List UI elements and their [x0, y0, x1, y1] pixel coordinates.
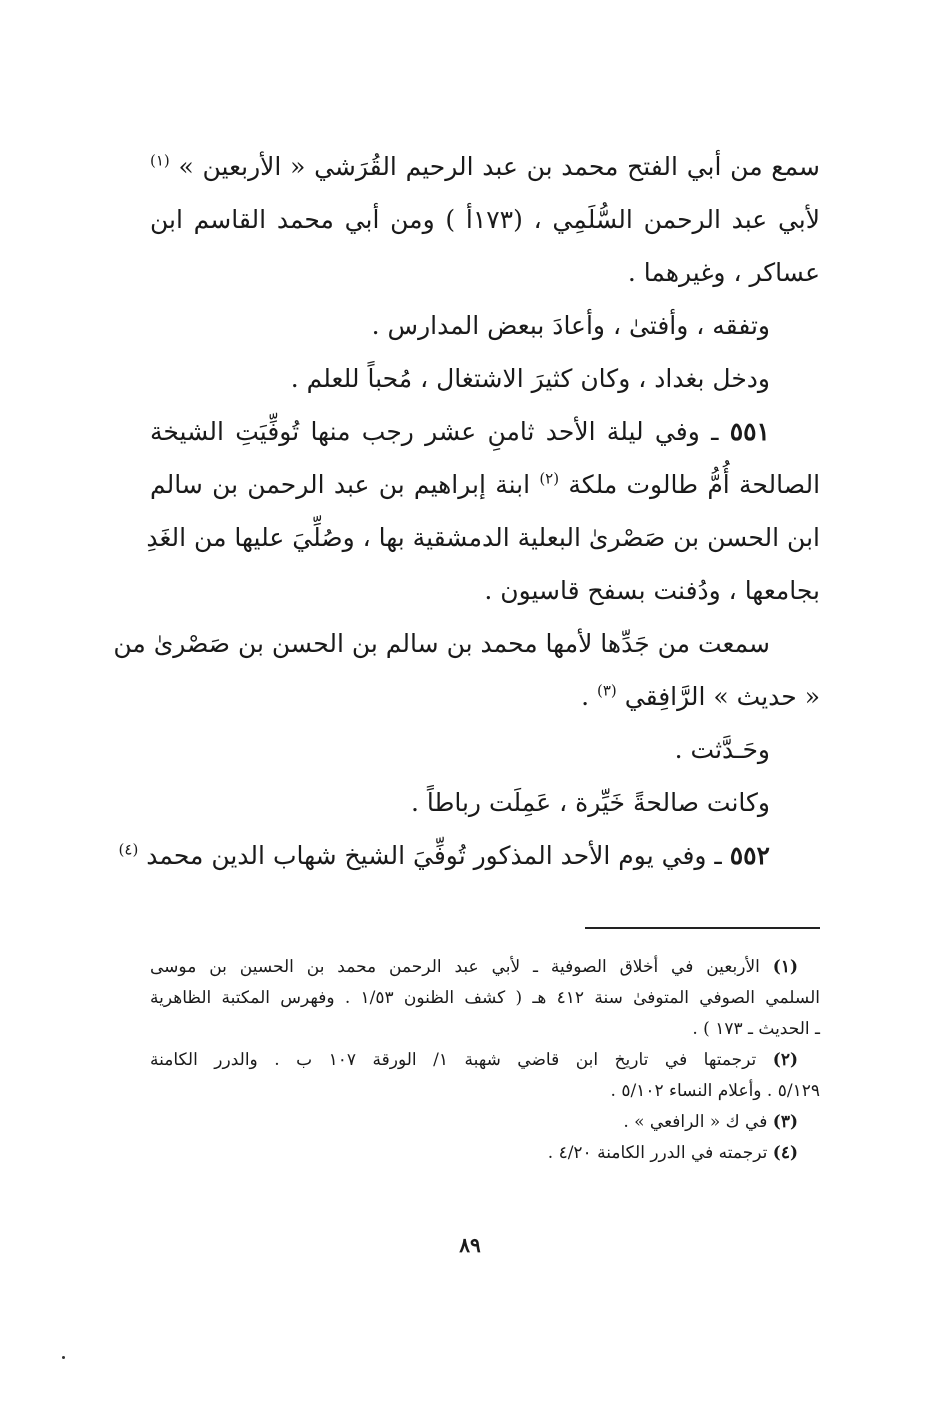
text-line-7: الصالحة أُمُّ طالوت ملكة $^{(٢)}$ ابنة إبراهيم بن عبد الرحمن بن سالم — [150, 469, 821, 499]
footnote-3: (٣) في ك « الرافعي » . — [623, 1112, 798, 1132]
footnote-number-4: (٤) — [772, 1143, 798, 1163]
text-line-9: بجامعها ، ودُفنت بسفح قاسيون . — [484, 576, 820, 605]
footnote-4: (٤) ترجمته في الدرر الكامنة ٤/٢٠ . — [547, 1143, 798, 1163]
footnote-2-line-2: ٥/١٢٩ . وأعلام النساء ٥/١٠٢ . — [610, 1081, 820, 1101]
text-line-1: سمع من أبي الفتح محمد بن عبد الرحيم القُرَشي « الأربعين » $^{(١)}$ — [150, 151, 821, 181]
text-line-11: « حديث » الرَّافِقي $^{(٣)}$ . — [581, 681, 820, 711]
footnote-ref-3: (٣) — [597, 681, 617, 700]
footnote-ref-4: (٤) — [118, 840, 139, 859]
footnote-1-line-2: السلمي الصوفي المتوفىٰ سنة ٤١٢ هـ ( كشف الظنون ١/٥٣ . وفهرس المكتبة الظاهرية — [150, 988, 820, 1008]
text-line-14: ٥٥٢ ـ وفي يوم الأحد المذكور تُوفِّيَ الشيخ شهاب الدين محمد $^{(٤)}$ — [118, 840, 770, 870]
entry-number-551: ٥٥١ — [729, 417, 770, 446]
footnote-separator — [585, 927, 820, 929]
text-line-10: سمعت من جَدِّها لأمها محمد بن سالم بن الحسن بن صَصْرىٰ من — [113, 629, 770, 658]
main-text — [113, 140, 821, 882]
text-line-8: ابن الحسن بن صَصْرىٰ البعلية الدمشقية بها ، وصُلِّيَ عليها من الغَدِ — [146, 523, 820, 552]
text-line-5: ودخل بغداد ، وكان كثيرَ الاشتغال ، مُحباً للعلم . — [290, 364, 770, 393]
footnote-number-3: (٣) — [772, 1112, 798, 1132]
scan-speck — [62, 1356, 65, 1359]
text-line-2: لأبي عبد الرحمن السُّلَمِي ، (١٧٣أ ) ومن أبي محمد القاسم ابن — [150, 205, 821, 234]
text-line-3: عساكر ، وغيرهما . — [627, 258, 820, 287]
footnote-ref-2: (٢) — [539, 469, 560, 488]
footnote-2-line-1: (٢) ترجمتها في تاريخ ابن قاضي شهبة ١/ الورقة ١٠٧ ب . والدرر الكامنة — [150, 1050, 798, 1070]
footnote-1-line-3: ـ الحديث ـ ١٧٣ ) . — [692, 1019, 820, 1039]
footnote-ref-1: (١) — [150, 151, 170, 170]
text-line-4: وتفقه ، وأفتىٰ ، وأعادَ ببعض المدارس . — [371, 311, 770, 340]
footnote-number-2: (٢) — [772, 1050, 798, 1070]
page-number: ٨٩ — [459, 1233, 481, 1257]
footnote-number-1: (١) — [772, 957, 798, 977]
entry-number-552: ٥٥٢ — [729, 841, 770, 870]
text-line-6: ٥٥١ ـ وفي ليلة الأحد ثامنِ عشر رجب منها تُوفِّيَتِ الشيخة — [150, 417, 770, 446]
footnote-1-line-1: (١) الأربعين في أخلاق الصوفية ـ لأبي عبد الرحمن محمد بن الحسين بن موسى — [150, 957, 798, 977]
footnotes — [150, 952, 820, 1169]
text-line-12: وحَـدَّثت . — [674, 735, 770, 764]
text-line-13: وكانت صالحةً خَيِّرة ، عَمِلَت رباطاً . — [410, 788, 770, 817]
